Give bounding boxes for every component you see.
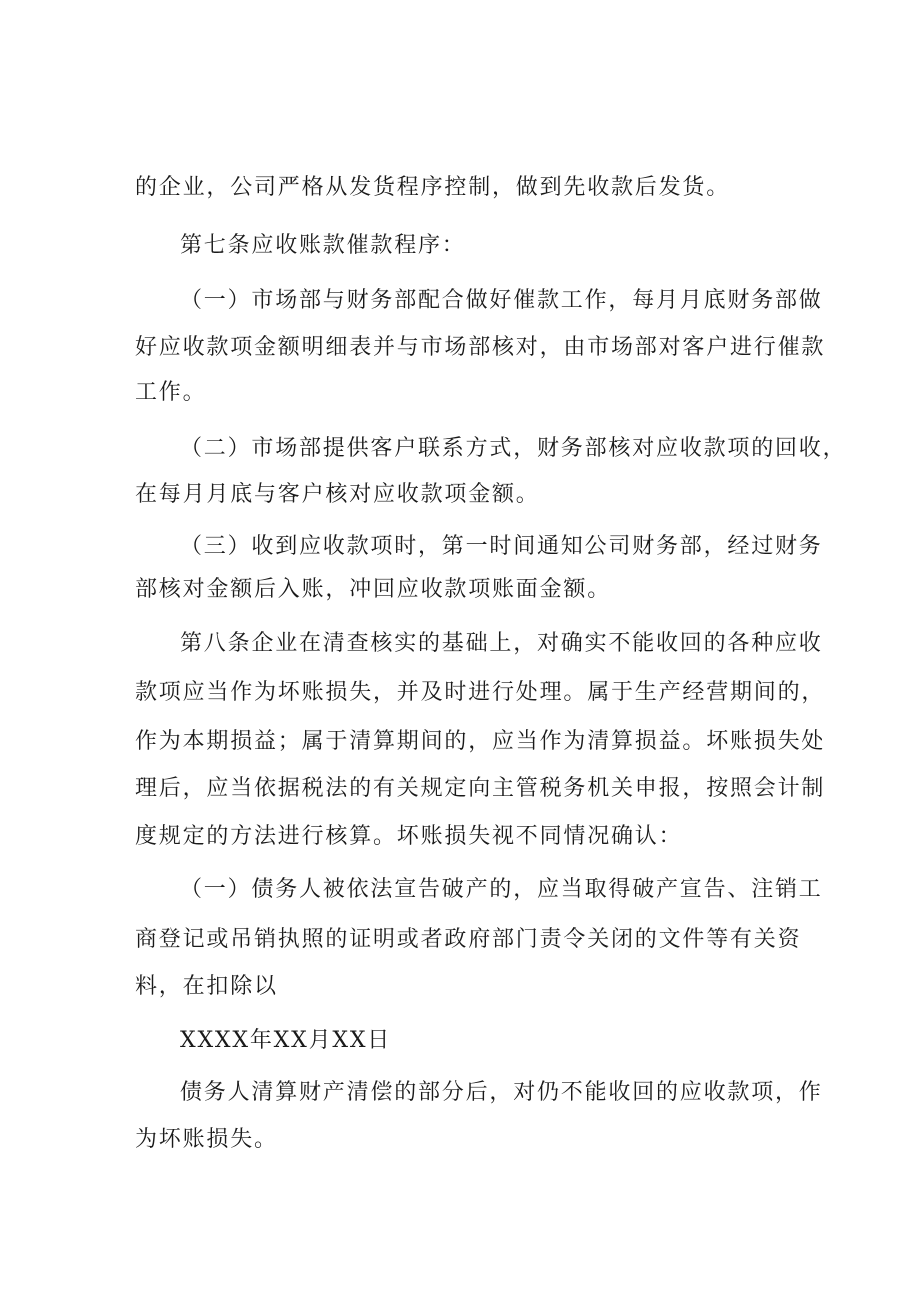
- text-line-13: 理后，应当依据税法的有关规定向主管税务机关申报，按照会计制: [135, 776, 826, 801]
- text-line-8: （三）收到应收款项时，第一时间通知公司财务部，经过财务: [180, 534, 823, 559]
- text-line-4: 好应收款项金额明细表并与市场部核对，由市场部对客户进行催款: [135, 335, 826, 360]
- text-line-17: 料，在扣除以: [135, 974, 278, 999]
- text-line-15: （一）债务人被依法宣告破产的，应当取得破产宣告、注销工: [180, 877, 823, 902]
- text-line-14: 度规定的方法进行核算。坏账损失视不同情况确认：: [135, 824, 683, 849]
- text-line-5: 工作。: [135, 380, 207, 405]
- text-line-9: 部核对金额后入账，冲回应收款项账面金额。: [135, 577, 612, 602]
- text-line-12: 作为本期损益；属于清算期间的，应当作为清算损益。坏账损失处: [135, 729, 826, 754]
- article-8-heading: 第八条企业在清查核实的基础上，对确实不能收回的各种应收: [180, 631, 823, 656]
- text-line-1: 的企业，公司严格从发货程序控制，做到先收款后发货。: [135, 175, 731, 200]
- text-line-3: （一）市场部与财务部配合做好催款工作，每月月底财务部做: [180, 288, 823, 313]
- date-line: XXXX年XX月XX日: [180, 1028, 392, 1053]
- text-line-19: 债务人清算财产清偿的部分后，对仍不能收回的应收款项，作: [180, 1080, 823, 1105]
- text-line-7: 在每月月底与客户核对应收款项金额。: [135, 482, 540, 507]
- text-line-20: 为坏账损失。: [135, 1127, 278, 1152]
- text-line-6: （二）市场部提供客户联系方式，财务部核对应收款项的回收，: [180, 436, 847, 461]
- article-7-heading: 第七条应收账款催款程序：: [180, 233, 466, 258]
- text-line-11: 款项应当作为坏账损失，并及时进行处理。属于生产经营期间的，: [135, 680, 826, 705]
- text-line-16: 商登记或吊销执照的证明或者政府部门责令关闭的文件等有关资: [135, 927, 802, 952]
